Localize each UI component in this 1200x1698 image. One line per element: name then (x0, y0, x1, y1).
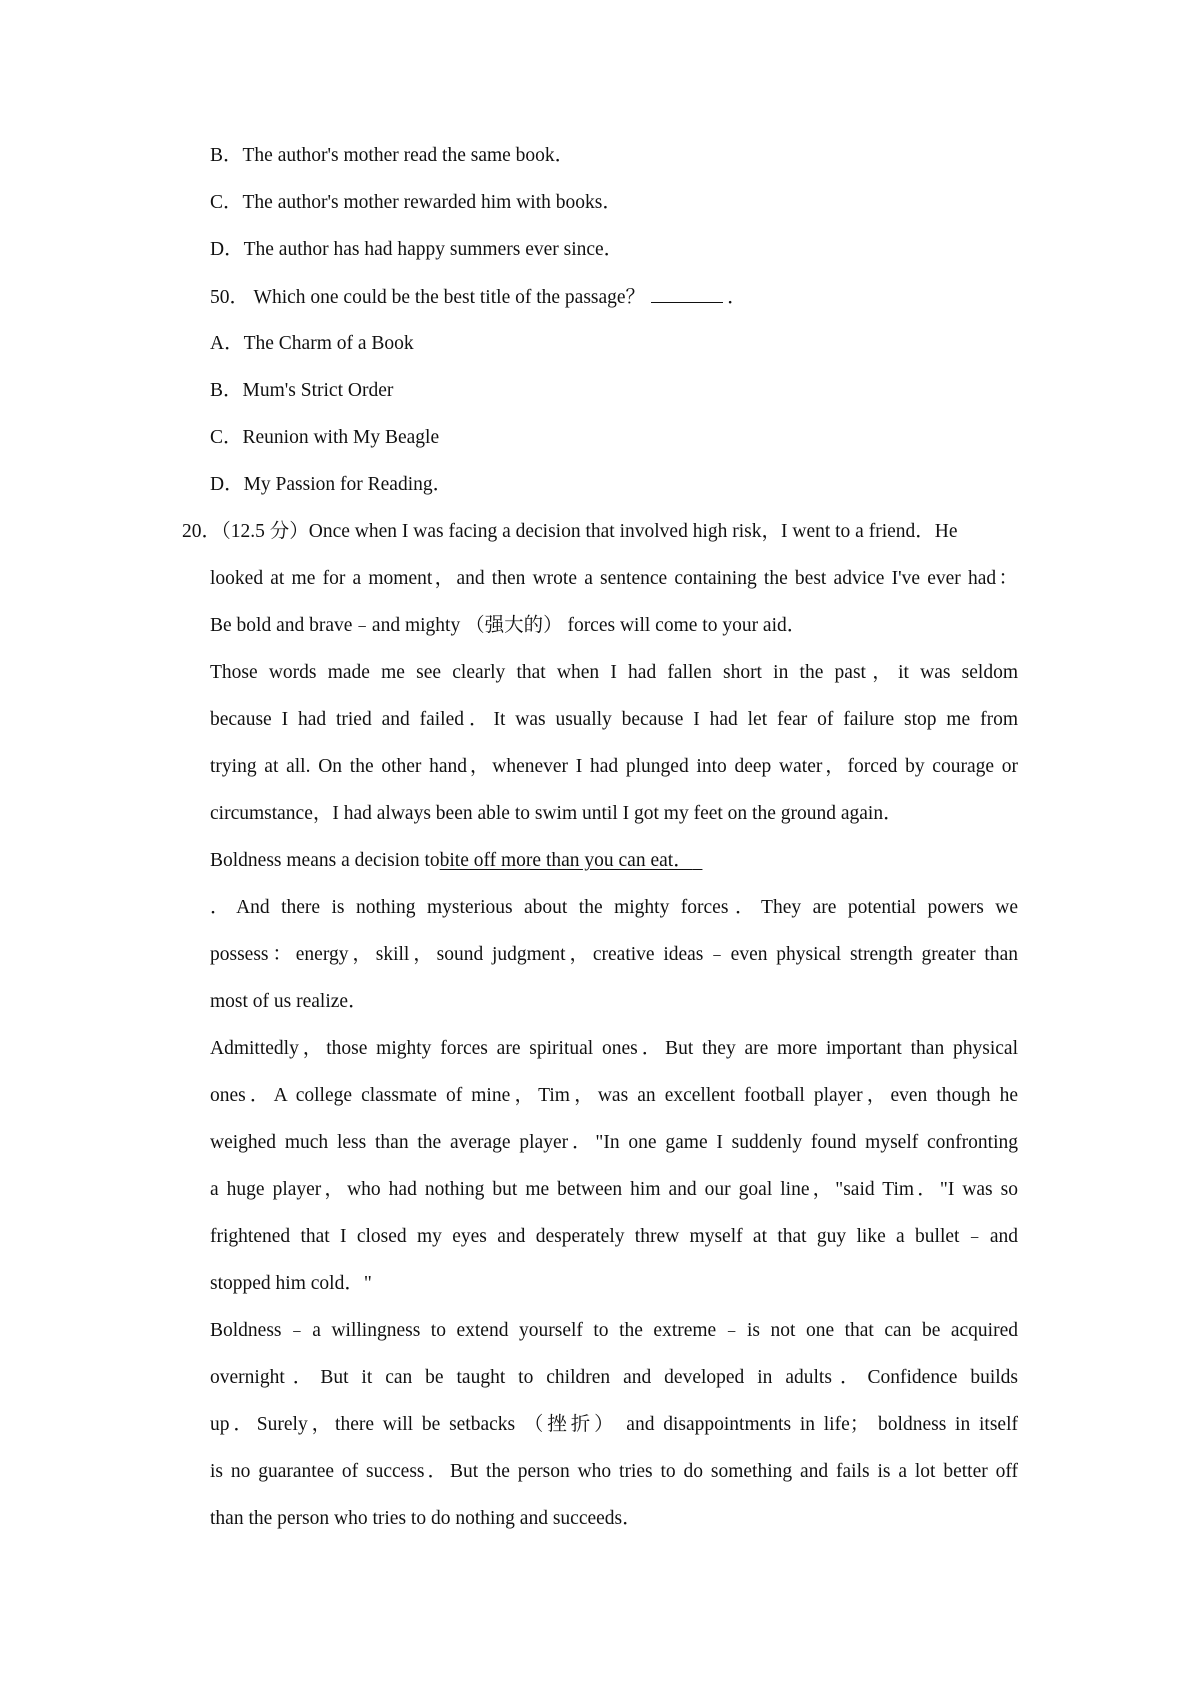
passage-line: is no guarantee of success．But the person who tries to do something and fails is a lot better off (210, 1461, 1018, 1482)
option-text: The author's mother read the same book． (242, 145, 575, 166)
option-letter: A． (210, 333, 244, 354)
option-text: Mum's Strict Order (242, 380, 394, 401)
option-letter: C． (210, 192, 243, 213)
question-number: 50． (210, 287, 250, 308)
option-text: The Charm of a Book (243, 333, 414, 354)
underlined-phrase: bite off more than you can eat． (439, 850, 693, 871)
passage-line: ．And there is nothing mysterious about the mighty forces．They are potential powers we (210, 897, 1018, 918)
passage-line: than the person who tries to do nothing and succeeds． (210, 1508, 642, 1529)
answer-blank[interactable] (651, 282, 723, 303)
passage-line: stopped him cold．" (210, 1273, 372, 1294)
passage-line: up．Surely，there will be setbacks （挫折） and disappointments in life； boldness in itself (210, 1414, 1018, 1435)
boldness-prefix: Boldness means a decision to (210, 850, 440, 871)
passage-line: weighed much less than the average player．"In one game I suddenly found myself confronting (210, 1132, 1018, 1153)
option-letter: D． (210, 474, 244, 495)
q49-option-c (210, 188, 622, 218)
q50-option-c (210, 423, 439, 453)
passage-line: trying at all. On the other hand，whenever I had plunged into deep water，forced by courage or (210, 756, 1018, 777)
q49-option-d (210, 235, 623, 265)
option-text: My Passion for Reading． (243, 474, 453, 495)
passage-line: looked at me for a moment，and then wrote a sentence containing the best advice I've ever had： (210, 568, 1018, 589)
passage-line: Be bold and brave﹣and mighty （强大的） forces will come to your aid． (210, 615, 807, 636)
passage-line: ones．A college classmate of mine，Tim，was an excellent football player，even though he (210, 1085, 1018, 1106)
q50-stem (210, 282, 747, 312)
stem-end: ． (727, 287, 747, 308)
q20-first-line (182, 517, 1018, 547)
passage-line: most of us realize． (210, 991, 368, 1012)
option-letter: B． (210, 145, 243, 166)
passage-line: circumstance，I had always been able to swim until I got my feet on the ground again． (210, 803, 903, 824)
option-letter: D． (210, 239, 244, 260)
question-text: Which one could be the best title of the passage？ (253, 287, 646, 308)
question-score: （12.5 分） (221, 521, 309, 542)
option-text: Reunion with My Beagle (242, 427, 440, 448)
option-text: The author has had happy summers ever since． (243, 239, 624, 260)
passage-line: overnight．But it can be taught to children and developed in adults．Confidence builds (210, 1367, 1018, 1388)
question-number: 20． (182, 521, 222, 542)
passage-line: Admittedly，those mighty forces are spiritual ones．But they are more important than physical (210, 1038, 1018, 1059)
passage-line: Those words made me see clearly that when I had fallen short in the past，it was seldom (210, 662, 1018, 683)
passage-line: a huge player，who had nothing but me between him and our goal line，"said Tim．"I was so (210, 1179, 1018, 1200)
passage-line: frightened that I closed my eyes and desperately threw myself at that guy like a bullet﹣and (210, 1226, 1018, 1247)
q50-option-b (210, 376, 393, 406)
passage-line: Once when I was facing a decision that involved high risk，I went to a friend．He (308, 521, 958, 542)
passage-line: possess：energy，skill，sound judgment，creative ideas﹣even physical strength greater than (210, 944, 1019, 965)
option-letter: B． (210, 380, 243, 401)
option-text: The author's mother rewarded him with books． (242, 192, 622, 213)
passage-line: Boldness﹣a willingness to extend yourself to the extreme﹣is not one that can be acquired (210, 1320, 1018, 1341)
q50-option-a (210, 329, 414, 359)
boldness-sentence (210, 846, 702, 876)
passage-line: because I had tried and failed．It was usually because I had let fear of failure stop me from (210, 709, 1018, 730)
q50-option-d (210, 470, 452, 500)
option-letter: C． (210, 427, 243, 448)
q49-option-b (210, 141, 574, 171)
